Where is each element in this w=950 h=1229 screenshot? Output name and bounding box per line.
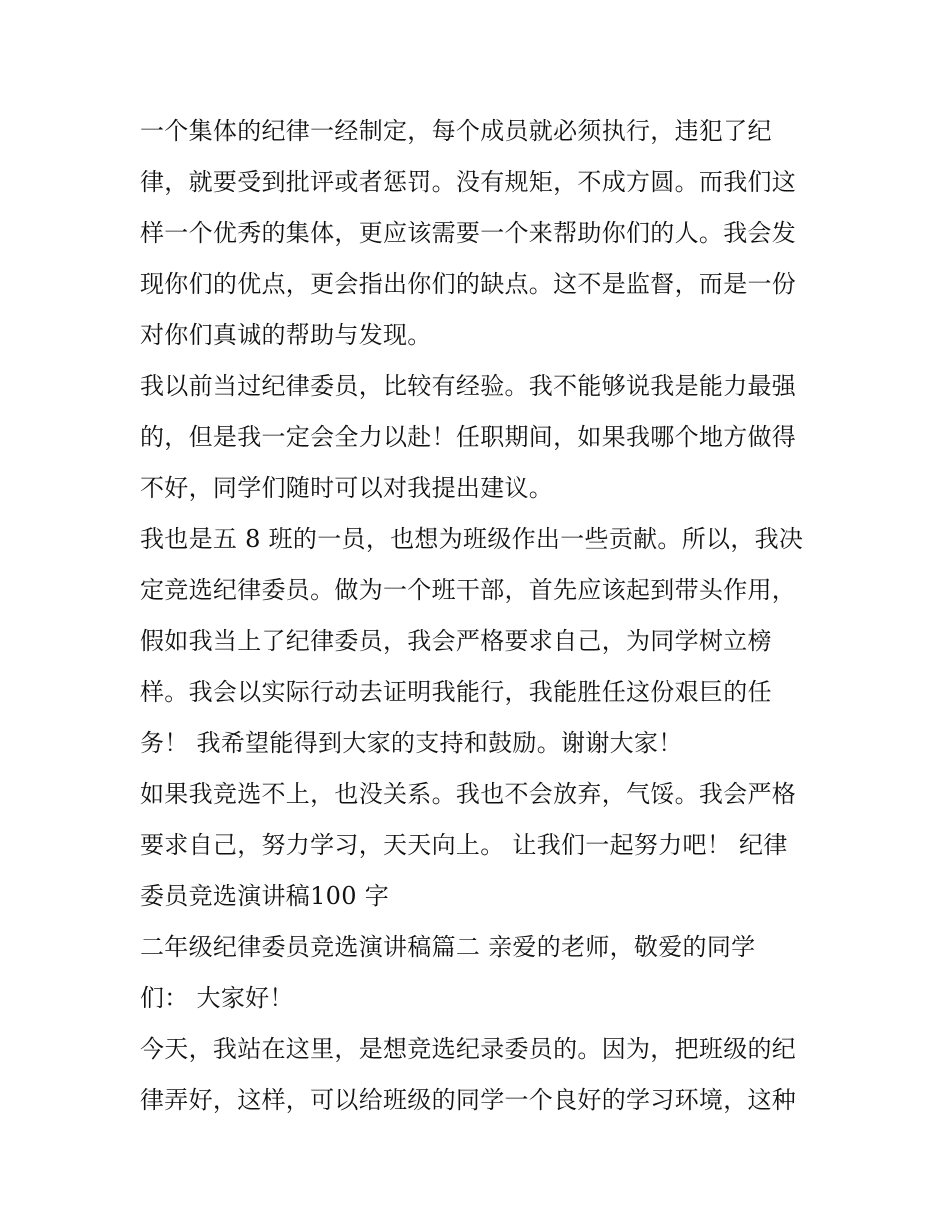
text-line: 我也是五 8 班的一员，也想为班级作出一些贡献。所以，我决 <box>140 525 804 553</box>
text-line: 二年级纪律委员竞选演讲稿篇二 亲爱的老师，敬爱的同学 <box>140 933 756 961</box>
text-line: 的，但是我一定会全力以赴！任职期间，如果我哪个地方做得 <box>140 423 797 451</box>
text-line: 假如我当上了纪律委员，我会严格要求自己，为同学树立榜 <box>140 627 772 655</box>
text-line: 们： 大家好！ <box>140 984 294 1012</box>
text-line: 我以前当过纪律委员，比较有经验。我不能够说我是能力最强 <box>140 372 797 400</box>
text-line: 不好，同学们随时可以对我提出建议。 <box>140 474 554 502</box>
text-line: 一个集体的纪律一经制定，每个成员就必须执行，违犯了纪 <box>140 117 772 145</box>
text-line: 样。我会以实际行动去证明我能行，我能胜任这份艰巨的任 <box>140 678 772 706</box>
document-body <box>140 106 830 1126</box>
text-line: 现你们的优点，更会指出你们的缺点。这不是监督，而是一份 <box>140 270 797 298</box>
text-line: 样一个优秀的集体，更应该需要一个来帮助你们的人。我会发 <box>140 219 797 247</box>
text-line: 委员竞选演讲稿100 字 <box>140 882 390 910</box>
text-line: 律弄好，这样，可以给班级的同学一个良好的学习环境，这种 <box>140 1086 797 1114</box>
text-line: 务！ 我希望能得到大家的支持和鼓励。谢谢大家！ <box>140 729 683 757</box>
text-line: 要求自己，努力学习，天天向上。 让我们一起努力吧！ 纪律 <box>140 831 788 859</box>
text-line: 定竞选纪律委员。做为一个班干部，首先应该起到带头作用， <box>140 576 797 604</box>
text-line: 律，就要受到批评或者惩罚。没有规矩，不成方圆。而我们这 <box>140 168 797 196</box>
text-line: 对你们真诚的帮助与发现。 <box>140 321 432 349</box>
text-line: 如果我竞选不上，也没关系。我也不会放弃，气馁。我会严格 <box>140 780 797 808</box>
text-line: 今天，我站在这里，是想竞选纪录委员的。因为，把班级的纪 <box>140 1035 797 1063</box>
